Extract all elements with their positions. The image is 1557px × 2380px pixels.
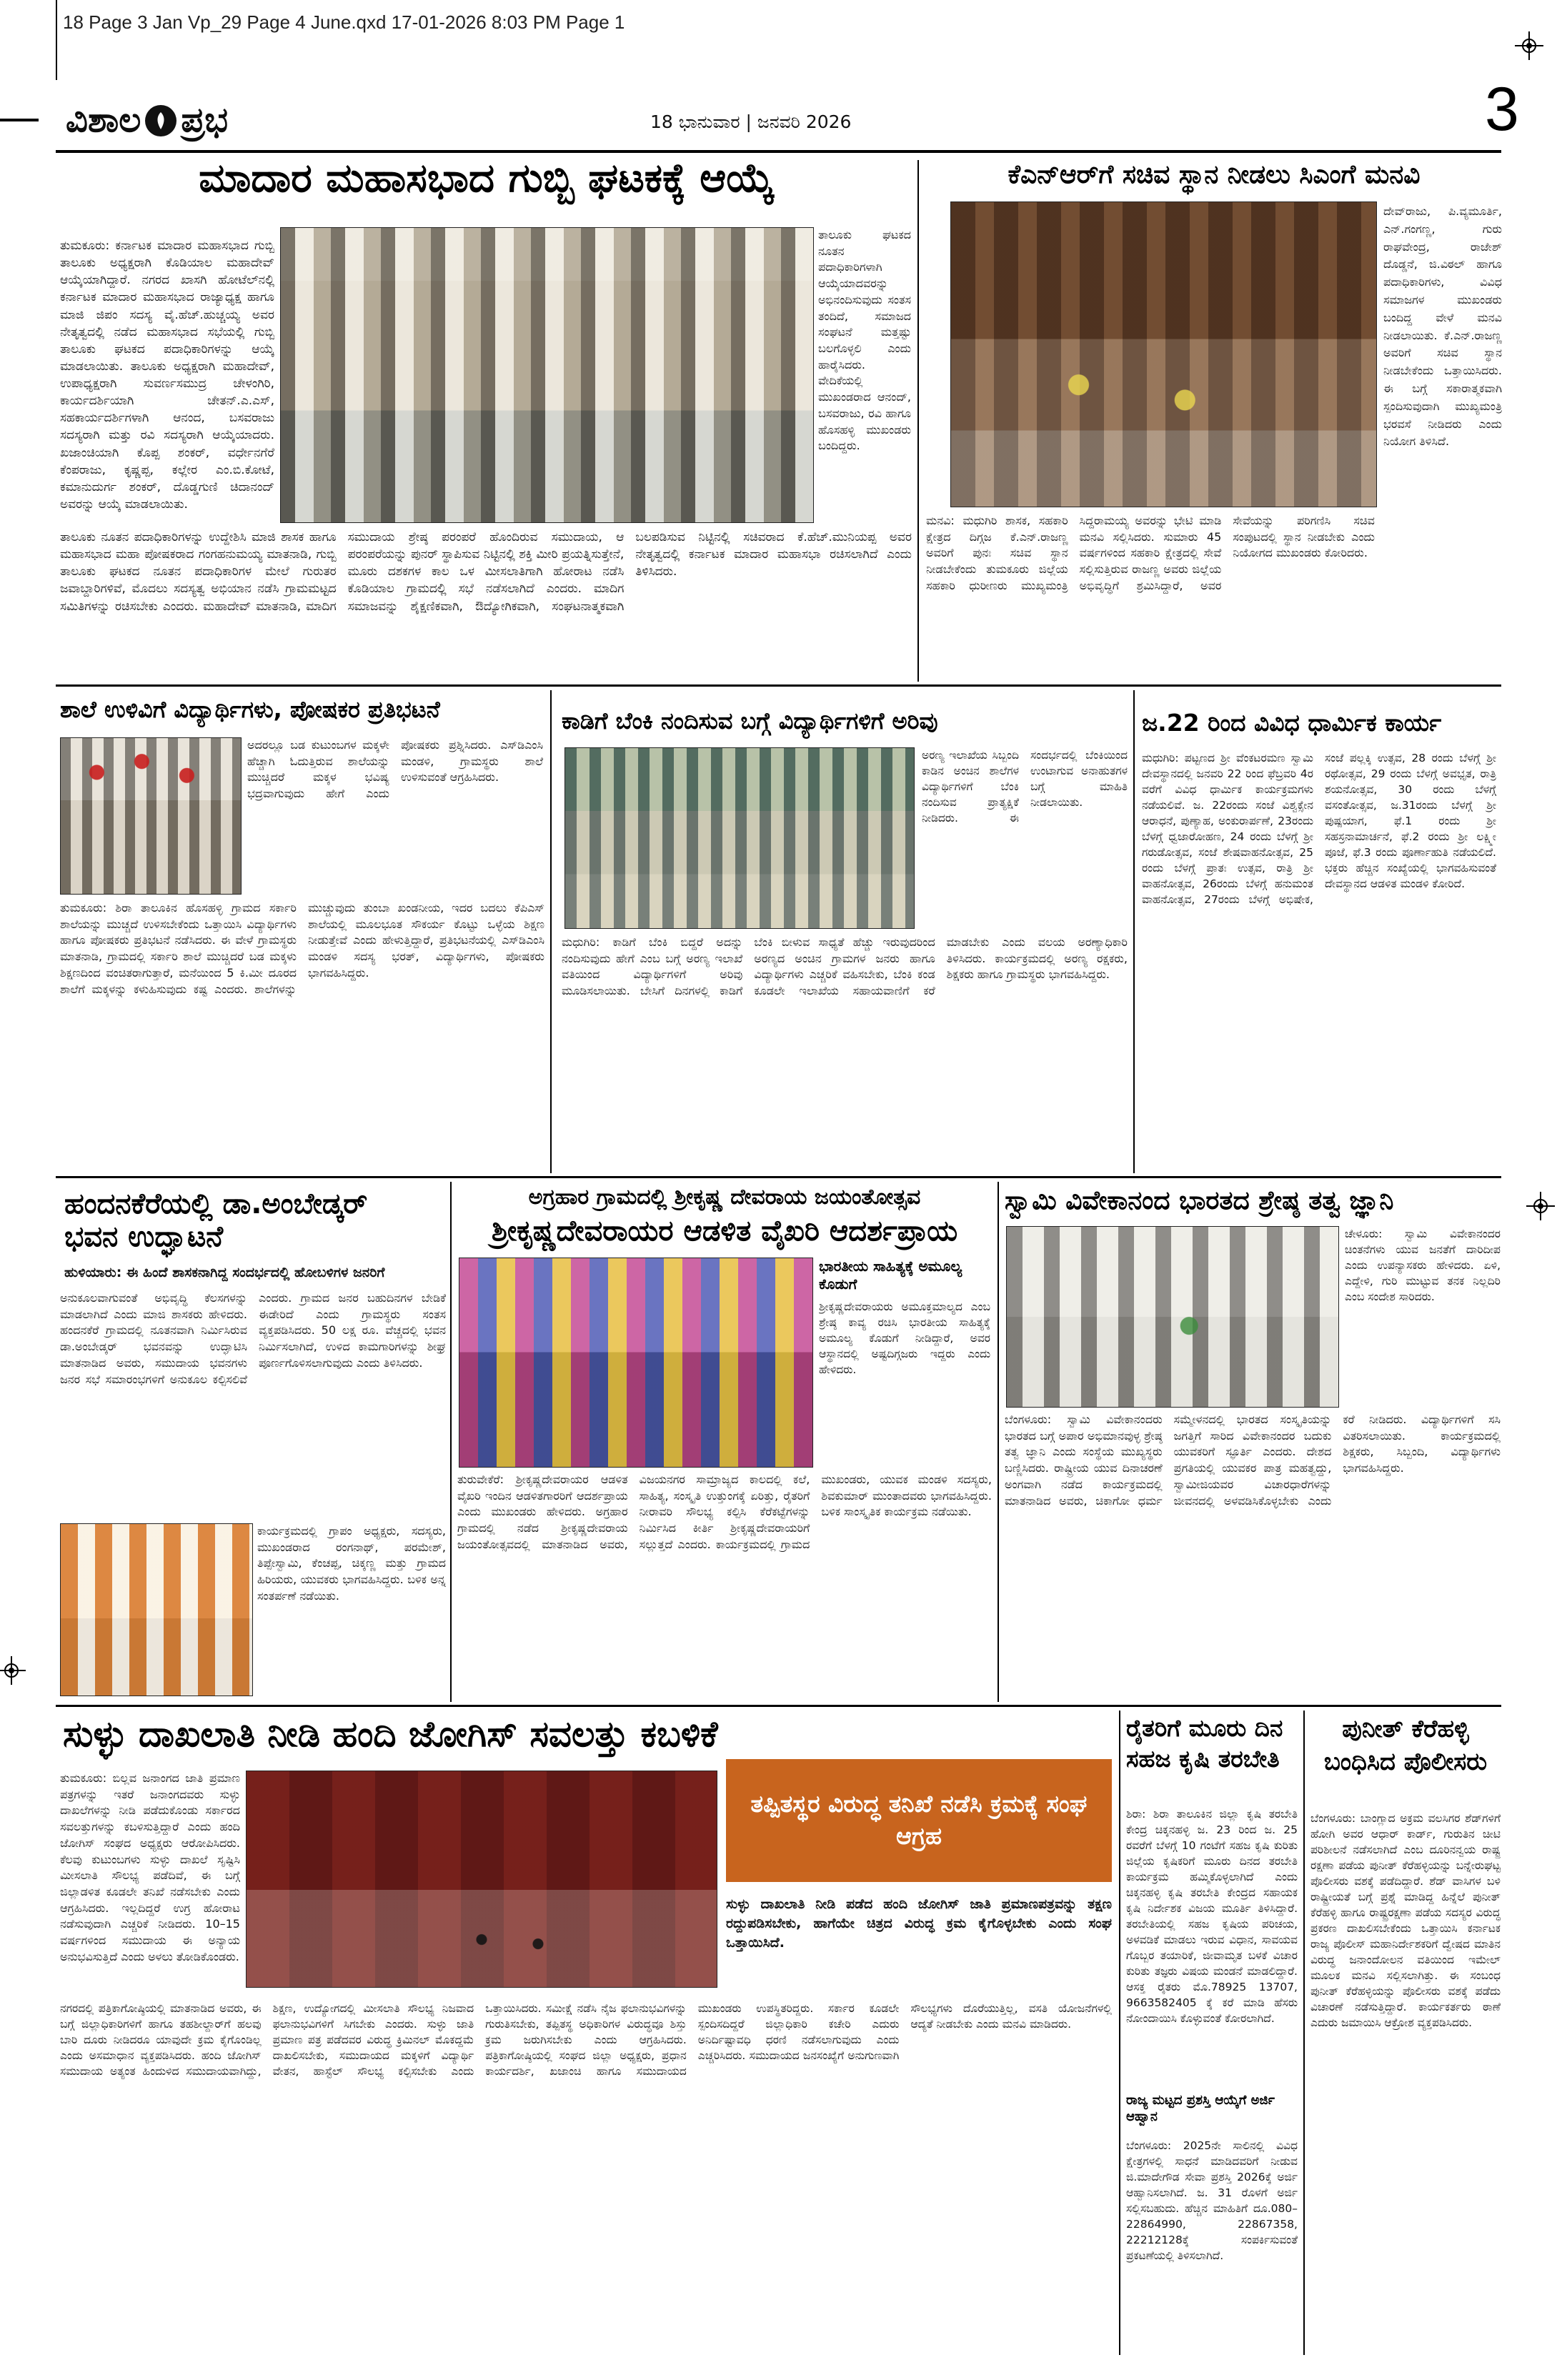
body-prashasti: ಬೆಂಗಳೂರು: 2025ನೇ ಸಾಲಿನಲ್ಲಿ ವಿವಿಧ ಕ್ಷೇತ್ರಗಳಲ್ಲಿ ಸಾಧನೆ ಮಾಡಿದವರಿಗೆ ನೀಡುವ ಜಿ.ಮಾದೇಗೌಡ ಸೇವಾ ಪ್ರಶಸ್ತಿ 2026ಕ್ಕೆ ಅರ್ಜಿ ಆಹ್ವಾನಿಸಲಾಗಿದೆ. ಜ. 31 ರೊಳಗೆ ಅರ್ಜಿ ಸಲ್ಲಿಸಬಹುದು. ಹೆಚ್ಚಿನ ಮಾಹಿತಿಗೆ ದೂ.080– 22864990, 22867358, 22212128ಕ್ಕೆ ಸಂಪರ್ಕಿಸುವಂತೆ ಪ್ರಕಟಣೆಯಲ್ಲಿ ತಿಳಿಸಲಾಗಿದೆ. [1126, 2139, 1298, 2262]
body-vivekananda-side: ಚೇಳೂರು: ಸ್ವಾಮಿ ವಿವೇಕಾನಂದರ ಚಿಂತನೆಗಳು ಯುವ ಜನತೆಗೆ ದಾರಿದೀಪ ಎಂದು ಉಪನ್ಯಾಸಕರು ಹೇಳಿದರು. ಏಳಿ, ಎದ್ದೇಳಿ, ಗುರಿ ಮುಟ್ಟುವ ತನಕ ನಿಲ್ಲದಿರಿ ಎಂಬ ಸಂದೇಶ ಸಾರಿದರು. [1345, 1228, 1501, 1303]
photo-vivekananda-event [1006, 1226, 1339, 1408]
headline-religious-programs: ಜ.22 ರಿಂದ ವಿವಿಧ ಧಾರ್ಮಿಕ ಕಾರ್ಯ [1142, 709, 1442, 737]
body-madara-below-1: ತಾಲೂಕು ನೂತನ ಪದಾಧಿಕಾರಿಗಳನ್ನು ಉದ್ದೇಶಿಸಿ ಮಾಜಿ ಶಾಸಕ ಹಾಗೂ ಮಹಾಸಭಾದ ಮಹಾ ಪೋಷಕರಾದ ಗಂಗಹನುಮಯ್ಯ ಮಾತನಾಡಿ, ಗುಬ್ಬಿ ತಾಲೂಕು ಘಟಕದ ನೂತನ ಪದಾಧಿಕಾರಿಗಳ ಮೇಲೆ ಗುರುತರ ಜವಾಬ್ದಾರಿಗಳಿವೆ, ಮೊದಲು ಸದಸ್ಯತ್ವ ಅಭಿಯಾನ ನಡೆಸಿ ಗ್ರಾಮಮಟ್ಟದ ಸಮಿತಿಗಳನ್ನು ರಚಿಸಬೇಕು ಎಂದರು. [60, 530, 337, 614]
body-knr-right-sliver: ದೇವ್‌ರಾಜು, ಪಿ.ವ್ಯಮೂರ್ತಿ, ಎನ್.ಗಂಗಣ್ಣ, ಗುರು ರಾಘವೇಂದ್ರ, ರಾಜೇಶ್ ದೊಡ್ಡನೆ, ಜಿ.ವಿಠಲ್ ಹಾಗೂ ಪದಾಧಿಕಾರಿಗಳು, ವಿವಿಧ ಸಮಾಜಗಳ ಮುಖಂಡರು ಬಂದಿದ್ದ ವೇಳೆ ಮನವಿ ನೀಡಲಾಯಿತು. ಕೆ.ಎನ್.ರಾಜಣ್ಣ ಅವರಿಗೆ ಸಚಿವ ಸ್ಥಾನ ನೀಡಬೇಕೆಂದು ಒತ್ತಾಯಿಸಿದರು. ಈ ಬಗ್ಗೆ ಸಕಾರಾತ್ಮಕವಾಗಿ ಸ್ಪಂದಿಸುವುದಾಗಿ ಮುಖ್ಯಮಂತ್ರಿ ಭರವಸೆ ನೀಡಿದರು ಎಂದು ನಿಯೋಗ ತಿಳಿಸಿದೆ. [1383, 204, 1502, 449]
column-divider-3 [1133, 690, 1135, 1173]
body-protest-below: ತುಮಕೂರು: ಶಿರಾ ತಾಲೂಕಿನ ಹೊಸಹಳ್ಳಿ ಗ್ರಾಮದ ಸರ್ಕಾರಿ ಶಾಲೆಯನ್ನು ಮುಚ್ಚದೆ ಉಳಿಸಬೇಕೆಂದು ಒತ್ತಾಯಿಸಿ ವಿದ್ಯಾರ್ಥಿಗಳು ಹಾಗೂ ಪೋಷಕರು ಪ್ರತಿಭಟನೆ ನಡೆಸಿದರು. ಈ ವೇಳೆ ಗ್ರಾಮಸ್ಥರು ಮಾತನಾಡಿ, ಗ್ರಾಮದಲ್ಲಿ ಸರ್ಕಾರಿ ಶಾಲೆ ಮುಚ್ಚಿದರೆ ಬಡ ಮಕ್ಕಳು ಶಿಕ್ಷಣದಿಂದ ವಂಚಿತರಾಗುತ್ತಾರೆ, ಮನೆಯಿಂದ 5 ಕಿ.ಮೀ ದೂರದ ಶಾಲೆಗೆ ಮಕ್ಕಳನ್ನು ಕಳುಹಿಸುವುದು ಕಷ್ಟ ಎಂದರು. ಶಾಲೆಗಳನ್ನು ಮುಚ್ಚುವುದು ತುಂಬಾ ಖಂಡನೀಯ, ಇದರ ಬದಲು ಕೆಪಿಎಸ್ ಶಾಲೆಯಲ್ಲಿ ಮೂಲಭೂತ ಸೌಕರ್ಯ ಕೊಟ್ಟು ಒಳ್ಳೆಯ ಶಿಕ್ಷಣ ನೀಡುತ್ತೇವೆ ಎಂದು ಹೇಳುತ್ತಿದ್ದಾರೆ, ಪ್ರತಿಭಟನೆಯಲ್ಲಿ ಎಸ್‌ಡಿಎಂಸಿ ಮಂಡಳಿ ಸದಸ್ಯ ಭರತ್, ವಿದ್ಯಾರ್ಥಿಗಳು, ಪೋಷಕರು ಭಾಗವಹಿಸಿದ್ದರು. [60, 901, 544, 996]
headline-forest-fire-awareness: ಕಾಡಿಗೆ ಬೆಂಕಿ ನಂದಿಸುವ ಬಗ್ಗೆ ವಿದ್ಯಾರ್ಥಿಗಳಿಗೆ ಅರಿವು [562, 707, 938, 735]
headline-krishi-line1: ರೈತರಿಗೆ ಮೂರು ದಿನ [1126, 1714, 1283, 1742]
registration-mark-right-mid [1526, 1192, 1555, 1220]
body-krishnadevaraya-side: ಶ್ರೀಕೃಷ್ಣದೇವರಾಯರು ಅಮೂಕ್ತಮಾಲ್ಯದ ಎಂಬ ಶ್ರೇಷ್ಠ ಕಾವ್ಯ ರಚಿಸಿ ಭಾರತೀಯ ಸಾಹಿತ್ಯಕ್ಕೆ ಅಮೂಲ್ಯ ಕೊಡುಗೆ ನೀಡಿದ್ದಾರೆ, ಅವರ ಆಸ್ಥಾನದಲ್ಲಿ ಅಷ್ಟದಿಗ್ಗಜರು ಇದ್ದರು ಎಂದು ಹೇಳಿದರು. [819, 1300, 990, 1376]
body-puneeth-kerehalli: ಬೆಂಗಳೂರು: ಬಾಂಗ್ಲಾದ ಅಕ್ರಮ ವಲಸಿಗರ ಶೆಡ್‌ಗಳಿಗೆ ಹೋಗಿ ಅವರ ಆಧಾರ್ ಕಾರ್ಡ್, ಗುರುತಿನ ಚೀಟಿ ಪರಿಶೀಲನೆ ನಡೆಸಲಾಗಿದೆ ಎಂಬ ದೂರಿನನ್ವಯ ರಾಷ್ಟ್ರ ರಕ್ಷಣಾ ಪಡೆಯ ಪುನೀತ್ ಕೆರೆಹಳ್ಳಿಯನ್ನು ಬನ್ನೇರುಘಟ್ಟ ಪೊಲೀಸರು ವಶಕ್ಕೆ ಪಡೆದಿದ್ದಾರೆ. ಶೆಡ್ ವಾಸಿಗಳ ಬಳಿ ರಾಷ್ಟ್ರೀಯತೆ ಬಗ್ಗೆ ಪ್ರಶ್ನೆ ಮಾಡಿದ್ದ ಹಿನ್ನೆಲೆ ಪುನೀತ್ ಕೆರೆಹಳ್ಳಿ ಹಾಗೂ ರಾಷ್ಟ್ರರಕ್ಷಣಾ ಪಡೆಯ ಸದಸ್ಯರ ವಿರುದ್ಧ ಪ್ರಕರಣ ದಾಖಲಿಸಬೇಕೆಂದು ಒತ್ತಾಯಿಸಿ ಕರ್ನಾಟಕ ರಾಜ್ಯ ಪೊಲೀಸ್ ಮಹಾನಿರ್ದೇಶಕರಿಗೆ ದ್ವೇಷದ ಮಾತಿನ ವಿರುದ್ಧ ಜನಾಂದೋಲನ ವತಿಯಿಂದ ಇಮೇಲ್ ಮೂಲಕ ಮನವಿ ಸಲ್ಲಿಸಲಾಗಿತ್ತು. ಈ ಸಂಬಂಧ ಪುನೀತ್ ಕೆರೆಹಳ್ಳಿಯನ್ನು ಪೊಲೀಸರು ವಶಕ್ಕೆ ಪಡೆದು ವಿಚಾರಣೆ ನಡೆಸುತ್ತಿದ್ದಾರೆ. ಕಾರ್ಯಕರ್ತರು ಠಾಣೆ ಎದುರು ಜಮಾಯಿಸಿ ಆಕ್ರೋಶ ವ್ಯಕ್ತಪಡಿಸಿದರು. [1310, 1812, 1501, 2029]
body-protest-side: ಅದರಲ್ಲೂ ಬಡ ಕುಟುಂಬಗಳ ಮಕ್ಕಳೇ ಹೆಚ್ಚಾಗಿ ಓದುತ್ತಿರುವ ಶಾಲೆಯನ್ನು ಮುಚ್ಚಿದರೆ ಮಕ್ಕಳ ಭವಿಷ್ಯ ಭದ್ರವಾಗುವುದು ಹೇಗೆ ಎಂದು ಪೋಷಕರು ಪ್ರಶ್ನಿಸಿದರು. ಎಸ್‌ಡಿಎಂಸಿ ಮಂಡಳಿ, ಗ್ರಾಮಸ್ಥರು ಶಾಲೆ ಉಳಿಸುವಂತೆ ಆಗ್ರಹಿಸಿದರು. [247, 738, 543, 801]
photo-forest-awareness [564, 747, 915, 929]
photo-ambedkar-bhavana [60, 1523, 253, 1696]
headline-puneeth-line2: ಬಂಧಿಸಿದ ಪೊಲೀಸರು [1323, 1747, 1488, 1776]
photo-press-meet [246, 1771, 717, 1988]
headline-krishi-line2: ಸಹಜ ಕೃಷಿ ತರಬೇತಿ [1126, 1744, 1280, 1773]
headline-handi-jogis: ಸುಳ್ಳು ದಾಖಲಾತಿ ನೀಡಿ ಹಂದಿ ಜೋಗಿಸ್ ಸವಲತ್ತು ಕಬಳಿಕೆ [63, 1713, 718, 1755]
photo-cm-meeting [950, 201, 1377, 507]
registration-mark-top-right [1515, 31, 1543, 60]
body-ambedkar-side: ಕಾರ್ಯಕ್ರಮದಲ್ಲಿ ಗ್ರಾಪಂ ಅಧ್ಯಕ್ಷರು, ಸದಸ್ಯರು, ಮುಖಂಡರಾದ ರಂಗನಾಥ್, ಪರಮೇಶ್, ತಿಪ್ಪೇಸ್ವಾಮಿ, ಕೆಂಚಪ್ಪ, ಚಿಕ್ಕಣ್ಣ ಮತ್ತು ಗ್ರಾಮದ ಹಿರಿಯರು, ಯುವಕರು ಭಾಗವಹಿಸಿದ್ದರು. ಬಳಿಕ ಅನ್ನ ಸಂತರ್ಪಣೆ ನಡೆಯಿತು. [257, 1524, 446, 1603]
headline-krishnadevaraya: ಶ್ರೀಕೃಷ್ಣದೇವರಾಯರ ಆಡಳಿತ ವೈಖರಿ ಆದರ್ಶಪ್ರಾಯ [491, 1215, 958, 1248]
headline-vivekananda: ಸ್ವಾಮಿ ವಿವೇಕಾನಂದ ಭಾರತದ ಶ್ರೇಷ್ಠ ತತ್ವ ಜ್ಞಾನಿ [1005, 1186, 1394, 1215]
registration-mark-left-mid [0, 1656, 26, 1685]
masthead-word-right: ಪ್ರಭ [181, 100, 228, 140]
body-knr-below [926, 513, 1375, 680]
section-rule-3 [56, 1705, 1501, 1707]
body-religious-programs: ಮಧುಗಿರಿ: ಪಟ್ಟಣದ ಶ್ರೀ ವೆಂಕಟರಮಣ ಸ್ವಾಮಿ ದೇವಸ್ಥಾನದಲ್ಲಿ ಜನವರಿ 22 ರಿಂದ ಫೆಬ್ರವರಿ 4ರ ವರೆಗೆ ವಿವಿಧ ಧಾರ್ಮಿಕ ಕಾರ್ಯಕ್ರಮಗಳು ನಡೆಯಲಿವೆ. ಜ. 22ರಂದು ಸಂಜೆ ವಿಶ್ವಕ್ಸೇನ ಆರಾಧನೆ, ಪುಣ್ಯಾಹ, ಅಂಕುರಾರ್ಪಣೆ, 23ರಂದು ಬೆಳಗ್ಗೆ ಧ್ವಜಾರೋಹಣ, 24 ರಂದು ಬೆಳಗ್ಗೆ ಶ್ರೀ ಗರುಡೋತ್ಸವ, ಸಂಜೆ ಶೇಷವಾಹನೋತ್ಸವ, 25 ರಂದು ಬೆಳಗ್ಗೆ ಪ್ರಾತಃ ಉತ್ಸವ, ರಾತ್ರಿ ಶ್ರೀ ವಾಹನೋತ್ಸವ, 26ರಂದು ಬೆಳಗ್ಗೆ ಹನುಮಂತ ವಾಹನೋತ್ಸವ, 27ರಂದು ಬೆಳಗ್ಗೆ ಅಭಿಷೇಕ, ಸಂಜೆ ಪಲ್ಲಕ್ಕಿ ಉತ್ಸವ, 28 ರಂದು ಬೆಳಗ್ಗೆ ಶ್ರೀ ರಥೋತ್ಸವ, 29 ರಂದು ಬೆಳಗ್ಗೆ ಅವಭೃತ, ರಾತ್ರಿ ಶಯನೋತ್ಸವ, 30 ರಂದು ಬೆಳಗ್ಗೆ ವಸಂತೋತ್ಸವ, ಜ.31ರಂದು ಬೆಳಗ್ಗೆ ಶ್ರೀ ಪುಷ್ಪಯಾಗ, ಫೆ.1 ರಂದು ಶ್ರೀ ಸಹಸ್ರನಾಮಾರ್ಚನೆ, ಫೆ.2 ರಂದು ಶ್ರೀ ಲಕ್ಷ್ಮೀ ಪೂಜೆ, ಫೆ.3 ರಂದು ಪೂರ್ಣಾಹುತಿ ನಡೆಯಲಿದೆ. ಭಕ್ತರು ಹೆಚ್ಚಿನ ಸಂಖ್ಯೆಯಲ್ಲಿ ಭಾಗವಹಿಸುವಂತೆ ದೇವಸ್ಥಾನದ ಆಡಳಿತ ಮಂಡಳಿ ಕೋರಿದೆ. [1142, 752, 1496, 906]
body-vivekananda-below: ಬೆಂಗಳೂರು: ಸ್ವಾಮಿ ವಿವೇಕಾನಂದರು ಭಾರತದ ಬಗ್ಗೆ ಅಪಾರ ಅಭಿಮಾನವುಳ್ಳ ಶ್ರೇಷ್ಠ ತತ್ವ ಜ್ಞಾನಿ ಎಂದು ಸಂಸ್ಥೆಯ ಮುಖ್ಯಸ್ಥರು ಬಣ್ಣಿಸಿದರು. ರಾಷ್ಟ್ರೀಯ ಯುವ ದಿನಾಚರಣೆ ಅಂಗವಾಗಿ ನಡೆದ ಕಾರ್ಯಕ್ರಮದಲ್ಲಿ ಮಾತನಾಡಿದ ಅವರು, ಚಿಕಾಗೋ ಧರ್ಮ ಸಮ್ಮೇಳನದಲ್ಲಿ ಭಾರತದ ಸಂಸ್ಕೃತಿಯನ್ನು ಜಗತ್ತಿಗೆ ಸಾರಿದ ವಿವೇಕಾನಂದರ ಬದುಕು ಯುವಕರಿಗೆ ಸ್ಫೂರ್ತಿ ಎಂದರು. ದೇಶದ ಪ್ರಗತಿಯಲ್ಲಿ ಯುವಕರ ಪಾತ್ರ ಮಹತ್ವದ್ದು, ಸ್ವಾಮೀಜಿಯವರ ವಿಚಾರಧಾರೆಗಳನ್ನು ಜೀವನದಲ್ಲಿ ಅಳವಡಿಸಿಕೊಳ್ಳಬೇಕು ಎಂದು ಕರೆ ನೀಡಿದರು. ವಿದ್ಯಾರ್ಥಿಗಳಿಗೆ ಸಸಿ ವಿತರಿಸಲಾಯಿತು. ಕಾರ್ಯಕ್ರಮದಲ್ಲಿ ಶಿಕ್ಷಕರು, ಸಿಬ್ಬಂದಿ, ವಿದ್ಯಾರ್ಥಿಗಳು ಭಾಗವಹಿಸಿದ್ದರು. [1005, 1413, 1501, 1508]
column-divider-5 [998, 1182, 999, 1702]
body-madara-below-2: ಮಹಾದೇವ್ ಮಾತನಾಡಿ, ಮಾದಿಗ ಸಮುದಾಯ ಶ್ರೇಷ್ಠ ಪರಂಪರೆ ಹೊಂದಿರುವ ಸಮುದಾಯ, ಆ ಪರಂಪರೆಯನ್ನು ಪುನರ್ ಸ್ಥಾಪಿಸುವ ನಿಟ್ಟಿನಲ್ಲಿ ಶಕ್ತಿ ಮೀರಿ ಪ್ರಯತ್ನಿಸುತ್ತೇನೆ, ಮೂರು ದಶಕಗಳ ಕಾಲ ಒಳ ಮೀಸಲಾತಿಗಾಗಿ ಹೋರಾಟ ನಡೆಸಿ ಕೊಡಿಯಾಲ ಗ್ರಾಮದಲ್ಲಿ ಸಭೆ ನಡೆಸಲಾಗಿದೆ ಎಂದರು. [203, 530, 625, 614]
photo-school-protest [60, 737, 242, 895]
body-madara-below [60, 529, 912, 680]
body-knr-below-1: ಮನವಿ: ಮಧುಗಿರಿ ಶಾಸಕ, ಸಹಕಾರಿ ಕ್ಷೇತ್ರದ ದಿಗ್ಗಜ ಕೆ.ಎನ್.ರಾಜಣ್ಣ ಅವರಿಗೆ ಪುನಃ ಸಚಿವ ಸ್ಥಾನ ನೀಡಬೇಕೆಂದು ತುಮಕೂರು ಜಿಲ್ಲೆಯ ಸಹಕಾರಿ ಧುರೀಣರು ಮುಖ್ಯಮಂತ್ರಿ ಸಿದ್ದರಾಮಯ್ಯ ಅವರನ್ನು ಭೇಟಿ ಮಾಡಿ ಮನವಿ ಸಲ್ಲಿಸಿದರು. [926, 514, 1222, 592]
headline-puneeth-line1: ಪುನೀತ್ ಕೆರೆಹಳ್ಳಿ [1342, 1715, 1469, 1743]
subhead-sahitya-koduge: ಭಾರತೀಯ ಸಾಹಿತ್ಯಕ್ಕೆ ಅಮೂಲ್ಯ ಕೊಡುಗೆ [819, 1258, 962, 1293]
body-ambedkar: ಅನುಕೂಲವಾಗುವಂತೆ ಅಭಿವೃದ್ಧಿ ಕೆಲಸಗಳನ್ನು ಮಾಡಲಾಗಿದೆ ಎಂದು ಮಾಜಿ ಶಾಸಕರು ಹೇಳಿದರು. ಹಂದನಕೆರೆ ಗ್ರಾಮದಲ್ಲಿ ನೂತನವಾಗಿ ನಿರ್ಮಿಸಿರುವ ಡಾ.ಅಂಬೇಡ್ಕರ್ ಭವನವನ್ನು ಉದ್ಘಾಟಿಸಿ ಮಾತನಾಡಿದ ಅವರು, ಸಮುದಾಯ ಭವನಗಳು ಜನರ ಸಭೆ ಸಮಾರಂಭಗಳಿಗೆ ಅನುಕೂಲ ಕಲ್ಪಿಸಲಿವೆ ಎಂದರು. ಗ್ರಾಮದ ಜನರ ಬಹುದಿನಗಳ ಬೇಡಿಕೆ ಈಡೇರಿದೆ ಎಂದು ಗ್ರಾಮಸ್ಥರು ಸಂತಸ ವ್ಯಕ್ತಪಡಿಸಿದರು. 50 ಲಕ್ಷ ರೂ. ವೆಚ್ಚದಲ್ಲಿ ಭವನ ನಿರ್ಮಿಸಲಾಗಿದೆ, ಉಳಿದ ಕಾಮಗಾರಿಗಳನ್ನು ಶೀಘ್ರ ಪೂರ್ಣಗೊಳಿಸಲಾಗುವುದು ಎಂದು ತಿಳಿಸಿದರು. [60, 1291, 446, 1386]
crop-dash [0, 119, 39, 121]
column-divider-1 [917, 160, 919, 682]
headline-ambedkar-bhavana [64, 1187, 446, 1259]
header-rule [56, 150, 1501, 153]
headline-puneeth-kerehalli [1310, 1713, 1501, 1801]
masthead-word-left: ವಿಶಾಲ [66, 100, 141, 140]
body-knr-below-2: ಸುಮಾರು 45 ವರ್ಷಗಳಿಂದ ಸಹಕಾರಿ ಕ್ಷೇತ್ರದಲ್ಲಿ ಸೇವೆ ಸಲ್ಲಿಸುತ್ತಿರುವ ರಾಜಣ್ಣ ಅವರು ಜಿಲ್ಲೆಯ ಅಭಿವೃದ್ಧಿಗೆ ಶ್ರಮಿಸಿದ್ದಾರೆ, ಅವರ ಸೇವೆಯನ್ನು ಪರಿಗಣಿಸಿ ಸಚಿವ ಸಂಪುಟದಲ್ಲಿ ಸ್ಥಾನ ನೀಡಬೇಕು ಎಂದು ನಿಯೋಗದ ಮುಖಂಡರು ಕೋರಿದರು. [1079, 514, 1375, 592]
photo-jayanthotsava [459, 1258, 813, 1468]
section-rule-1 [56, 684, 1501, 687]
headline-ambedkar-line2: ಭವನ ಉದ್ಘಾಟನೆ [64, 1220, 224, 1253]
crop-line-vertical [56, 0, 57, 80]
body-madara-below-3: ಮಾದಿಗ ಸಮಾಜವನ್ನು ಶೈಕ್ಷಣಿಕವಾಗಿ, ಔದ್ಯೋಗಿಕವಾಗಿ, ಸಂಘಟನಾತ್ಮಕವಾಗಿ ಬಲಪಡಿಸುವ ನಿಟ್ಟಿನಲ್ಲಿ ಸಚಿವರಾದ ಕೆ.ಹೆಚ್.ಮುನಿಯಪ್ಪ ಅವರ ನೇತೃತ್ವದಲ್ಲಿ ಕರ್ನಾಟಕ ಮಾದಾರ ಮಹಾಸಭಾ ರಚಿಸಲಾಗಿದೆ ಎಂದು ತಿಳಿಸಿದರು. [347, 530, 912, 614]
headline-madara-mahasabha: ಮಾದಾರ ಮಹಾಸಭಾದ ಗುಬ್ಬಿ ಘಟಕಕ್ಕೆ ಆಯ್ಕೆ [199, 159, 775, 201]
body-forest-side: ಅರಣ್ಯ ಇಲಾಖೆಯ ಸಿಬ್ಬಂದಿ ಕಾಡಿನ ಅಂಚಿನ ಶಾಲೆಗಳ ವಿದ್ಯಾರ್ಥಿಗಳಿಗೆ ಬೆಂಕಿ ನಂದಿಸುವ ಪ್ರಾತ್ಯಕ್ಷಿಕೆ ನೀಡಿದರು. ಈ ಸಂದರ್ಭದಲ್ಲಿ ಬೆಂಕಿಯಿಂದ ಉಂಟಾಗುವ ಅನಾಹುತಗಳ ಬಗ್ಗೆ ಮಾಹಿತಿ ನೀಡಲಾಯಿತು. [922, 749, 1128, 825]
callout-box-demand: ತಪ್ಪಿತಸ್ಥರ ವಿರುದ್ಧ ತನಿಖೆ ನಡೆಸಿ ಕ್ರಮಕ್ಕೆ ಸಂಘ ಆಗ್ರಹ [726, 1759, 1112, 1882]
body-forest-below: ಮಧುಗಿರಿ: ಕಾಡಿಗೆ ಬೆಂಕಿ ಬಿದ್ದರೆ ಅದನ್ನು ನಂದಿಸುವುದು ಹೇಗೆ ಎಂಬ ಬಗ್ಗೆ ಅರಣ್ಯ ಇಲಾಖೆ ವತಿಯಿಂದ ವಿದ್ಯಾರ್ಥಿಗಳಿಗೆ ಅರಿವು ಮೂಡಿಸಲಾಯಿತು. ಬೇಸಿಗೆ ದಿನಗಳಲ್ಲಿ ಕಾಡಿಗೆ ಬೆಂಕಿ ಬೀಳುವ ಸಾಧ್ಯತೆ ಹೆಚ್ಚು ಇರುವುದರಿಂದ ಅರಣ್ಯದ ಅಂಚಿನ ಗ್ರಾಮಗಳ ಜನರು ಹಾಗೂ ವಿದ್ಯಾರ್ಥಿಗಳು ಎಚ್ಚರಿಕೆ ವಹಿಸಬೇಕು, ಬೆಂಕಿ ಕಂಡ ಕೂಡಲೇ ಇಲಾಖೆಯ ಸಹಾಯವಾಣಿಗೆ ಕರೆ ಮಾಡಬೇಕು ಎಂದು ವಲಯ ಅರಣ್ಯಾಧಿಕಾರಿ ತಿಳಿಸಿದರು. ಕಾರ್ಯಕ್ರಮದಲ್ಲಿ ಅರಣ್ಯ ರಕ್ಷಕರು, ಶಿಕ್ಷಕರು ಹಾಗೂ ಗ್ರಾಮಸ್ಥರು ಭಾಗವಹಿಸಿದ್ದರು. [562, 935, 1128, 998]
body-madara-left-column: ತುಮಕೂರು: ಕರ್ನಾಟಕ ಮಾದಾರ ಮಹಾಸಭಾದ ಗುಬ್ಬಿ ತಾಲೂಕು ಅಧ್ಯಕ್ಷರಾಗಿ ಕೊಡಿಯಾಲ ಮಹಾದೇವ್ ಆಯ್ಕೆಯಾಗಿದ್ದಾರೆ. ನಗರದ ಖಾಸಗಿ ಹೋಟೆಲ್‌ನಲ್ಲಿ ಕರ್ನಾಟಕ ಮಾದಾರ ಮಹಾಸಭಾದ ರಾಜ್ಯಾಧ್ಯಕ್ಷ ಹಾಗೂ ಮಾಜಿ ಜಿಪಂ ಸದಸ್ಯ ವೈ.ಹೆಚ್.ಹುಚ್ಚಯ್ಯ ಅವರ ನೇತೃತ್ವದಲ್ಲಿ ನಡೆದ ಮಹಾಸಭಾದ ಸಭೆಯಲ್ಲಿ ಗುಬ್ಬಿ ತಾಲೂಕು ಘಟಕದ ಪದಾಧಿಕಾರಿಗಳನ್ನು ಆಯ್ಕೆ ಮಾಡಲಾಯಿತು. ತಾಲೂಕು ಅಧ್ಯಕ್ಷರಾಗಿ ಮಹಾದೇವ್, ಉಪಾಧ್ಯಕ್ಷರಾಗಿ ಸುವರ್ಣಸಮುದ್ರ ಚೇಳಂಗಿರಿ, ಕಾರ್ಯದರ್ಶಿಯಾಗಿ ಚೇತನ್.ಎ.ಎಸ್, ಸಹಕಾರ್ಯದರ್ಶಿಗಳಾಗಿ ಆನಂದ, ಬಸವರಾಜು ಸದಸ್ಯರಾಗಿ ಮತ್ತು ರವಿ ಸದಸ್ಯರಾಗಿ ಆಯ್ಕೆಯಾದರು. ಖಜಾಂಚಿಯಾಗಿ ಕೊಪ್ಪ ಶಂಕರ್, ವರ್ಧೇನಗೆರೆ ಕೆಂಪರಾಜು, ಕೃಷ್ಣಪ್ಪ, ಕಲ್ಲೇರ ಎಂ.ಬಿ.ಕೋಟೆ, ಕಮಾನುದುರ್ಗ ಶಂಕರ್, ದೊಡ್ಡಗುಣಿ ಚಿದಾನಂದ್ ಅವರನ್ನು ಆಯ್ಕೆ ಮಾಡಲಾಯಿತು. [60, 239, 274, 512]
headline-knr-sachiva: ಕೆಎನ್‌ಆರ್‌ಗೆ ಸಚಿವ ಸ್ಥಾನ ನೀಡಲು ಸಿಎಂಗೆ ಮನವಿ [1008, 161, 1421, 189]
subhead-prashasti: ರಾಜ್ಯ ಮಟ್ಟದ ಪ್ರಶಸ್ತಿ ಆಯ್ಕೆಗೆ ಅರ್ಜಿ ಆಹ್ವಾನ [1126, 2093, 1275, 2125]
body-madara-right-sliver: ತಾಲೂಕು ಘಟಕದ ನೂತನ ಪದಾಧಿಕಾರಿಗಳಾಗಿ ಆಯ್ಕೆಯಾದವರನ್ನು ಅಭಿನಂದಿಸುವುದು ಸಂತಸ ತಂದಿದೆ, ಸಮಾಜದ ಸಂಘಟನೆ ಮತ್ತಷ್ಟು ಬಲಗೊಳ್ಳಲಿ ಎಂದು ಹಾರೈಸಿದರು. ವೇದಿಕೆಯಲ್ಲಿ ಮುಖಂಡರಾದ ಆನಂದ್, ಬಸವರಾಜು, ರವಿ ಹಾಗೂ ಹೊಸಹಳ್ಳಿ ಮುಖಂಡರು ಬಂದಿದ್ದರು. [818, 228, 911, 453]
headline-school-protest: ಶಾಲೆ ಉಳಿವಿಗೆ ವಿದ್ಯಾರ್ಥಿಗಳು, ಪೋಷಕರ ಪ್ರತಿಭಟನೆ [60, 696, 440, 723]
edition-date-line: 18 ಭಾನುವಾರ | ಜನವರಿ 2026 [650, 111, 852, 132]
column-divider-2 [550, 690, 552, 1173]
body-handi-jogis-boldpara: ಸುಳ್ಳು ದಾಖಲಾತಿ ನೀಡಿ ಪಡೆದ ಹಂದಿ ಜೋಗಿಸ್ ಜಾತಿ ಪ್ರಮಾಣಪತ್ರವನ್ನು ತಕ್ಷಣ ರದ್ದುಪಡಿಸಬೇಕು, ಹಾಗೆಯೇ ಚಿತ್ರದ ವಿರುದ್ಧ ಕ್ರಮ ಕೈಗೊಳ್ಳಬೇಕು ಎಂದು ಸಂಘ ಒತ್ತಾಯಿಸಿದೆ. [726, 1896, 1112, 1951]
headline-krishi-training [1126, 1713, 1298, 1798]
lead-ambedkar: ಹುಳಿಯಾರು: ಈ ಹಿಂದೆ ಶಾಸಕನಾಗಿದ್ದ ಸಂದರ್ಭದಲ್ಲಿ ಹೋಬಳಿಗಳ ಜನರಿಗೆ [64, 1265, 385, 1280]
column-divider-4 [450, 1182, 452, 1702]
body-handi-jogis-below: ನಗರದಲ್ಲಿ ಪತ್ರಿಕಾಗೋಷ್ಠಿಯಲ್ಲಿ ಮಾತನಾಡಿದ ಅವರು, ಈ ಬಗ್ಗೆ ಜಿಲ್ಲಾಧಿಕಾರಿಗಳಿಗೆ ಹಾಗೂ ತಹಶೀಲ್ದಾರ್‌ಗೆ ಹಲವು ಬಾರಿ ದೂರು ನೀಡಿದರೂ ಯಾವುದೇ ಕ್ರಮ ಕೈಗೊಂಡಿಲ್ಲ ಎಂದು ಅಸಮಾಧಾನ ವ್ಯಕ್ತಪಡಿಸಿದರು. ಹಂದಿ ಜೋಗಿಸ್ ಸಮುದಾಯ ಅತ್ಯಂತ ಹಿಂದುಳಿದ ಸಮುದಾಯವಾಗಿದ್ದು, ಶಿಕ್ಷಣ, ಉದ್ಯೋಗದಲ್ಲಿ ಮೀಸಲಾತಿ ಸೌಲಭ್ಯ ನಿಜವಾದ ಫಲಾನುಭವಿಗಳಿಗೆ ಸಿಗಬೇಕು ಎಂದರು. ಸುಳ್ಳು ಜಾತಿ ಪ್ರಮಾಣ ಪತ್ರ ಪಡೆದವರ ವಿರುದ್ಧ ಕ್ರಿಮಿನಲ್ ಮೊಕದ್ದಮೆ ದಾಖಲಿಸಬೇಕು, ಸಮುದಾಯದ ಮಕ್ಕಳಿಗೆ ವಿದ್ಯಾರ್ಥಿ ವೇತನ, ಹಾಸ್ಟೆಲ್ ಸೌಲಭ್ಯ ಕಲ್ಪಿಸಬೇಕು ಎಂದು ಒತ್ತಾಯಿಸಿದರು. ಸಮೀಕ್ಷೆ ನಡೆಸಿ ನೈಜ ಫಲಾನುಭವಿಗಳನ್ನು ಗುರುತಿಸಬೇಕು, ತಪ್ಪಿತಸ್ಥ ಅಧಿಕಾರಿಗಳ ವಿರುದ್ಧವೂ ಶಿಸ್ತು ಕ್ರಮ ಜರುಗಿಸಬೇಕು ಎಂದು ಆಗ್ರಹಿಸಿದರು. ಪತ್ರಿಕಾಗೋಷ್ಠಿಯಲ್ಲಿ ಸಂಘದ ಜಿಲ್ಲಾ ಅಧ್ಯಕ್ಷರು, ಪ್ರಧಾನ ಕಾರ್ಯದರ್ಶಿ, ಖಜಾಂಚಿ ಹಾಗೂ ಸಮುದಾಯದ ಮುಖಂಡರು ಉಪಸ್ಥಿತರಿದ್ದರು. ಸರ್ಕಾರ ಕೂಡಲೇ ಸ್ಪಂದಿಸದಿದ್ದರೆ ಜಿಲ್ಲಾಧಿಕಾರಿ ಕಚೇರಿ ಎದುರು ಅನಿರ್ದಿಷ್ಟಾವಧಿ ಧರಣಿ ನಡೆಸಲಾಗುವುದು ಎಂದು ಎಚ್ಚರಿಸಿದರು. ಸಮುದಾಯದ ಜನಸಂಖ್ಯೆಗೆ ಅನುಗುಣವಾಗಿ ಸೌಲಭ್ಯಗಳು ದೊರೆಯುತ್ತಿಲ್ಲ, ವಸತಿ ಯೋಜನೆಗಳಲ್ಲಿ ಆದ್ಯತೆ ನೀಡಬೇಕು ಎಂದು ಮನವಿ ಮಾಡಿದರು. [60, 2002, 1112, 2078]
body-krishnadevaraya-below: ತುರುವೇಕೆರೆ: ಶ್ರೀಕೃಷ್ಣದೇವರಾಯರ ಆಡಳಿತ ವೈಖರಿ ಇಂದಿನ ಆಡಳಿತಗಾರರಿಗೆ ಆದರ್ಶಪ್ರಾಯ ಎಂದು ಮುಖಂಡರು ಹೇಳಿದರು. ಅಗ್ರಹಾರ ಗ್ರಾಮದಲ್ಲಿ ನಡೆದ ಶ್ರೀಕೃಷ್ಣದೇವರಾಯ ಜಯಂತೋತ್ಸವದಲ್ಲಿ ಮಾತನಾಡಿದ ಅವರು, ವಿಜಯನಗರ ಸಾಮ್ರಾಜ್ಯದ ಕಾಲದಲ್ಲಿ ಕಲೆ, ಸಾಹಿತ್ಯ, ಸಂಸ್ಕೃತಿ ಉತ್ತುಂಗಕ್ಕೆ ಏರಿತ್ತು, ರೈತರಿಗೆ ನೀರಾವರಿ ಸೌಲಭ್ಯ ಕಲ್ಪಿಸಿ ಕೆರೆಕಟ್ಟೆಗಳನ್ನು ನಿರ್ಮಿಸಿದ ಕೀರ್ತಿ ಶ್ರೀಕೃಷ್ಣದೇವರಾಯರಿಗೆ ಸಲ್ಲುತ್ತದೆ ಎಂದರು. ಕಾರ್ಯಕ್ರಮದಲ್ಲಿ ಗ್ರಾಮದ ಮುಖಂಡರು, ಯುವಕ ಮಂಡಳಿ ಸದಸ್ಯರು, ಶಿವಕುಮಾರ್ ಮುಂತಾದವರು ಭಾಗವಹಿಸಿದ್ದರು. ಬಳಿಕ ಸಾಂಸ್ಕೃತಿಕ ಕಾರ್ಯಕ್ರಮ ನಡೆಯಿತು. [457, 1473, 992, 1551]
section-rule-2 [56, 1176, 1501, 1178]
column-divider-7 [1303, 1711, 1305, 2355]
headline-ambedkar-line1: ಹಂದನಕೆರೆಯಲ್ಲಿ ಡಾ.ಅಂಬೇಡ್ಕರ್ [64, 1187, 368, 1220]
masthead-logo-icon [145, 105, 176, 136]
print-slug-line: 18 Page 3 Jan Vp_29 Page 4 June.qxd 17-01-2026 8:03 PM Page 1 [63, 11, 625, 33]
column-divider-6 [1119, 1711, 1120, 2355]
masthead [66, 100, 228, 141]
body-handi-jogis-left: ತುಮಕೂರು: ಬಿಲ್ಲವ ಜನಾಂಗದ ಜಾತಿ ಪ್ರಮಾಣ ಪತ್ರಗಳನ್ನು ಇತರೆ ಜನಾಂಗದವರು ಸುಳ್ಳು ದಾಖಲೆಗಳನ್ನು ನೀಡಿ ಪಡೆದುಕೊಂಡು ಸರ್ಕಾರದ ಸವಲತ್ತುಗಳನ್ನು ಕಬಳಿಸುತ್ತಿದ್ದಾರೆ ಎಂದು ಹಂದಿ ಜೋಗಿಸ್ ಸಂಘದ ಅಧ್ಯಕ್ಷರು ಆರೋಪಿಸಿದರು. ಕೆಲವು ಕುಟುಂಬಗಳು ಸುಳ್ಳು ದಾಖಲೆ ಸೃಷ್ಟಿಸಿ ಮೀಸಲಾತಿ ಸೌಲಭ್ಯ ಪಡೆದಿವೆ, ಈ ಬಗ್ಗೆ ಜಿಲ್ಲಾಡಳಿತ ಕೂಡಲೇ ತನಿಖೆ ನಡೆಸಬೇಕು ಎಂದು ಆಗ್ರಹಿಸಿದರು. ಇಲ್ಲದಿದ್ದರೆ ಉಗ್ರ ಹೋರಾಟ ನಡೆಸುವುದಾಗಿ ಎಚ್ಚರಿಕೆ ನೀಡಿದರು. 10–15 ವರ್ಷಗಳಿಂದ ಸಮುದಾಯ ಈ ಅನ್ಯಾಯ ಅನುಭವಿಸುತ್ತಿದೆ ಎಂದು ಅಳಲು ತೋಡಿಕೊಂಡರು. [60, 1771, 240, 1963]
page-number: 3 [1485, 75, 1519, 144]
photo-madara-group [280, 227, 814, 523]
body-krishi-training: ಶಿರಾ: ಶಿರಾ ತಾಲೂಕಿನ ಜಿಲ್ಲಾ ಕೃಷಿ ತರಬೇತಿ ಕೇಂದ್ರ ಚಿಕ್ಕನಹಳ್ಳಿ ಜ. 23 ರಿಂದ ಜ. 25 ರವರೆಗೆ ಬೆಳಗ್ಗೆ 10 ಗಂಟೆಗೆ ಸಹಜ ಕೃಷಿ ಕುರಿತು ಜಿಲ್ಲೆಯ ಕೃಷಿಕರಿಗೆ ಮೂರು ದಿನದ ತರಬೇತಿ ಕಾರ್ಯಕ್ರಮ ಹಮ್ಮಿಕೊಳ್ಳಲಾಗಿದೆ ಎಂದು ಚಿಕ್ಕನಹಳ್ಳಿ ಕೃಷಿ ತರಬೇತಿ ಕೇಂದ್ರದ ಸಹಾಯಕ ಕೃಷಿ ನಿರ್ದೇಶಕ ವಿಜಯ ಮೂರ್ತಿ ತಿಳಿಸಿದ್ದಾರೆ. ತರಬೇತಿಯಲ್ಲಿ ಸಹಜ ಕೃಷಿಯ ಪರಿಚಯ, ಅಳವಡಿಕೆ ಮಾಡಲು ಇರುವ ವಿಧಾನ, ಸಾವಯವ ಗೊಬ್ಬರ ತಯಾರಿಕೆ, ಜೀವಾಮೃತ ಬಳಕೆ ವಿಚಾರ ಕುರಿತು ತಜ್ಞರು ವಿಷಯ ಮಂಡನೆ ಮಾಡಲಿದ್ದಾರೆ. ಆಸಕ್ತ ರೈತರು ಮೊ.78925 13707, 9663582405 ಕ್ಕೆ ಕರೆ ಮಾಡಿ ಹೆಸರು ನೋಂದಾಯಿಸಿ ಕೊಳ್ಳುವಂತೆ ಕೋರಲಾಗಿದೆ. [1126, 1808, 1298, 2025]
kicker-krishnadevaraya: ಅಗ್ರಹಾರ ಗ್ರಾಮದಲ್ಲಿ ಶ್ರೀಕೃಷ್ಣ ದೇವರಾಯ ಜಯಂತೋತ್ಸವ [528, 1185, 921, 1210]
